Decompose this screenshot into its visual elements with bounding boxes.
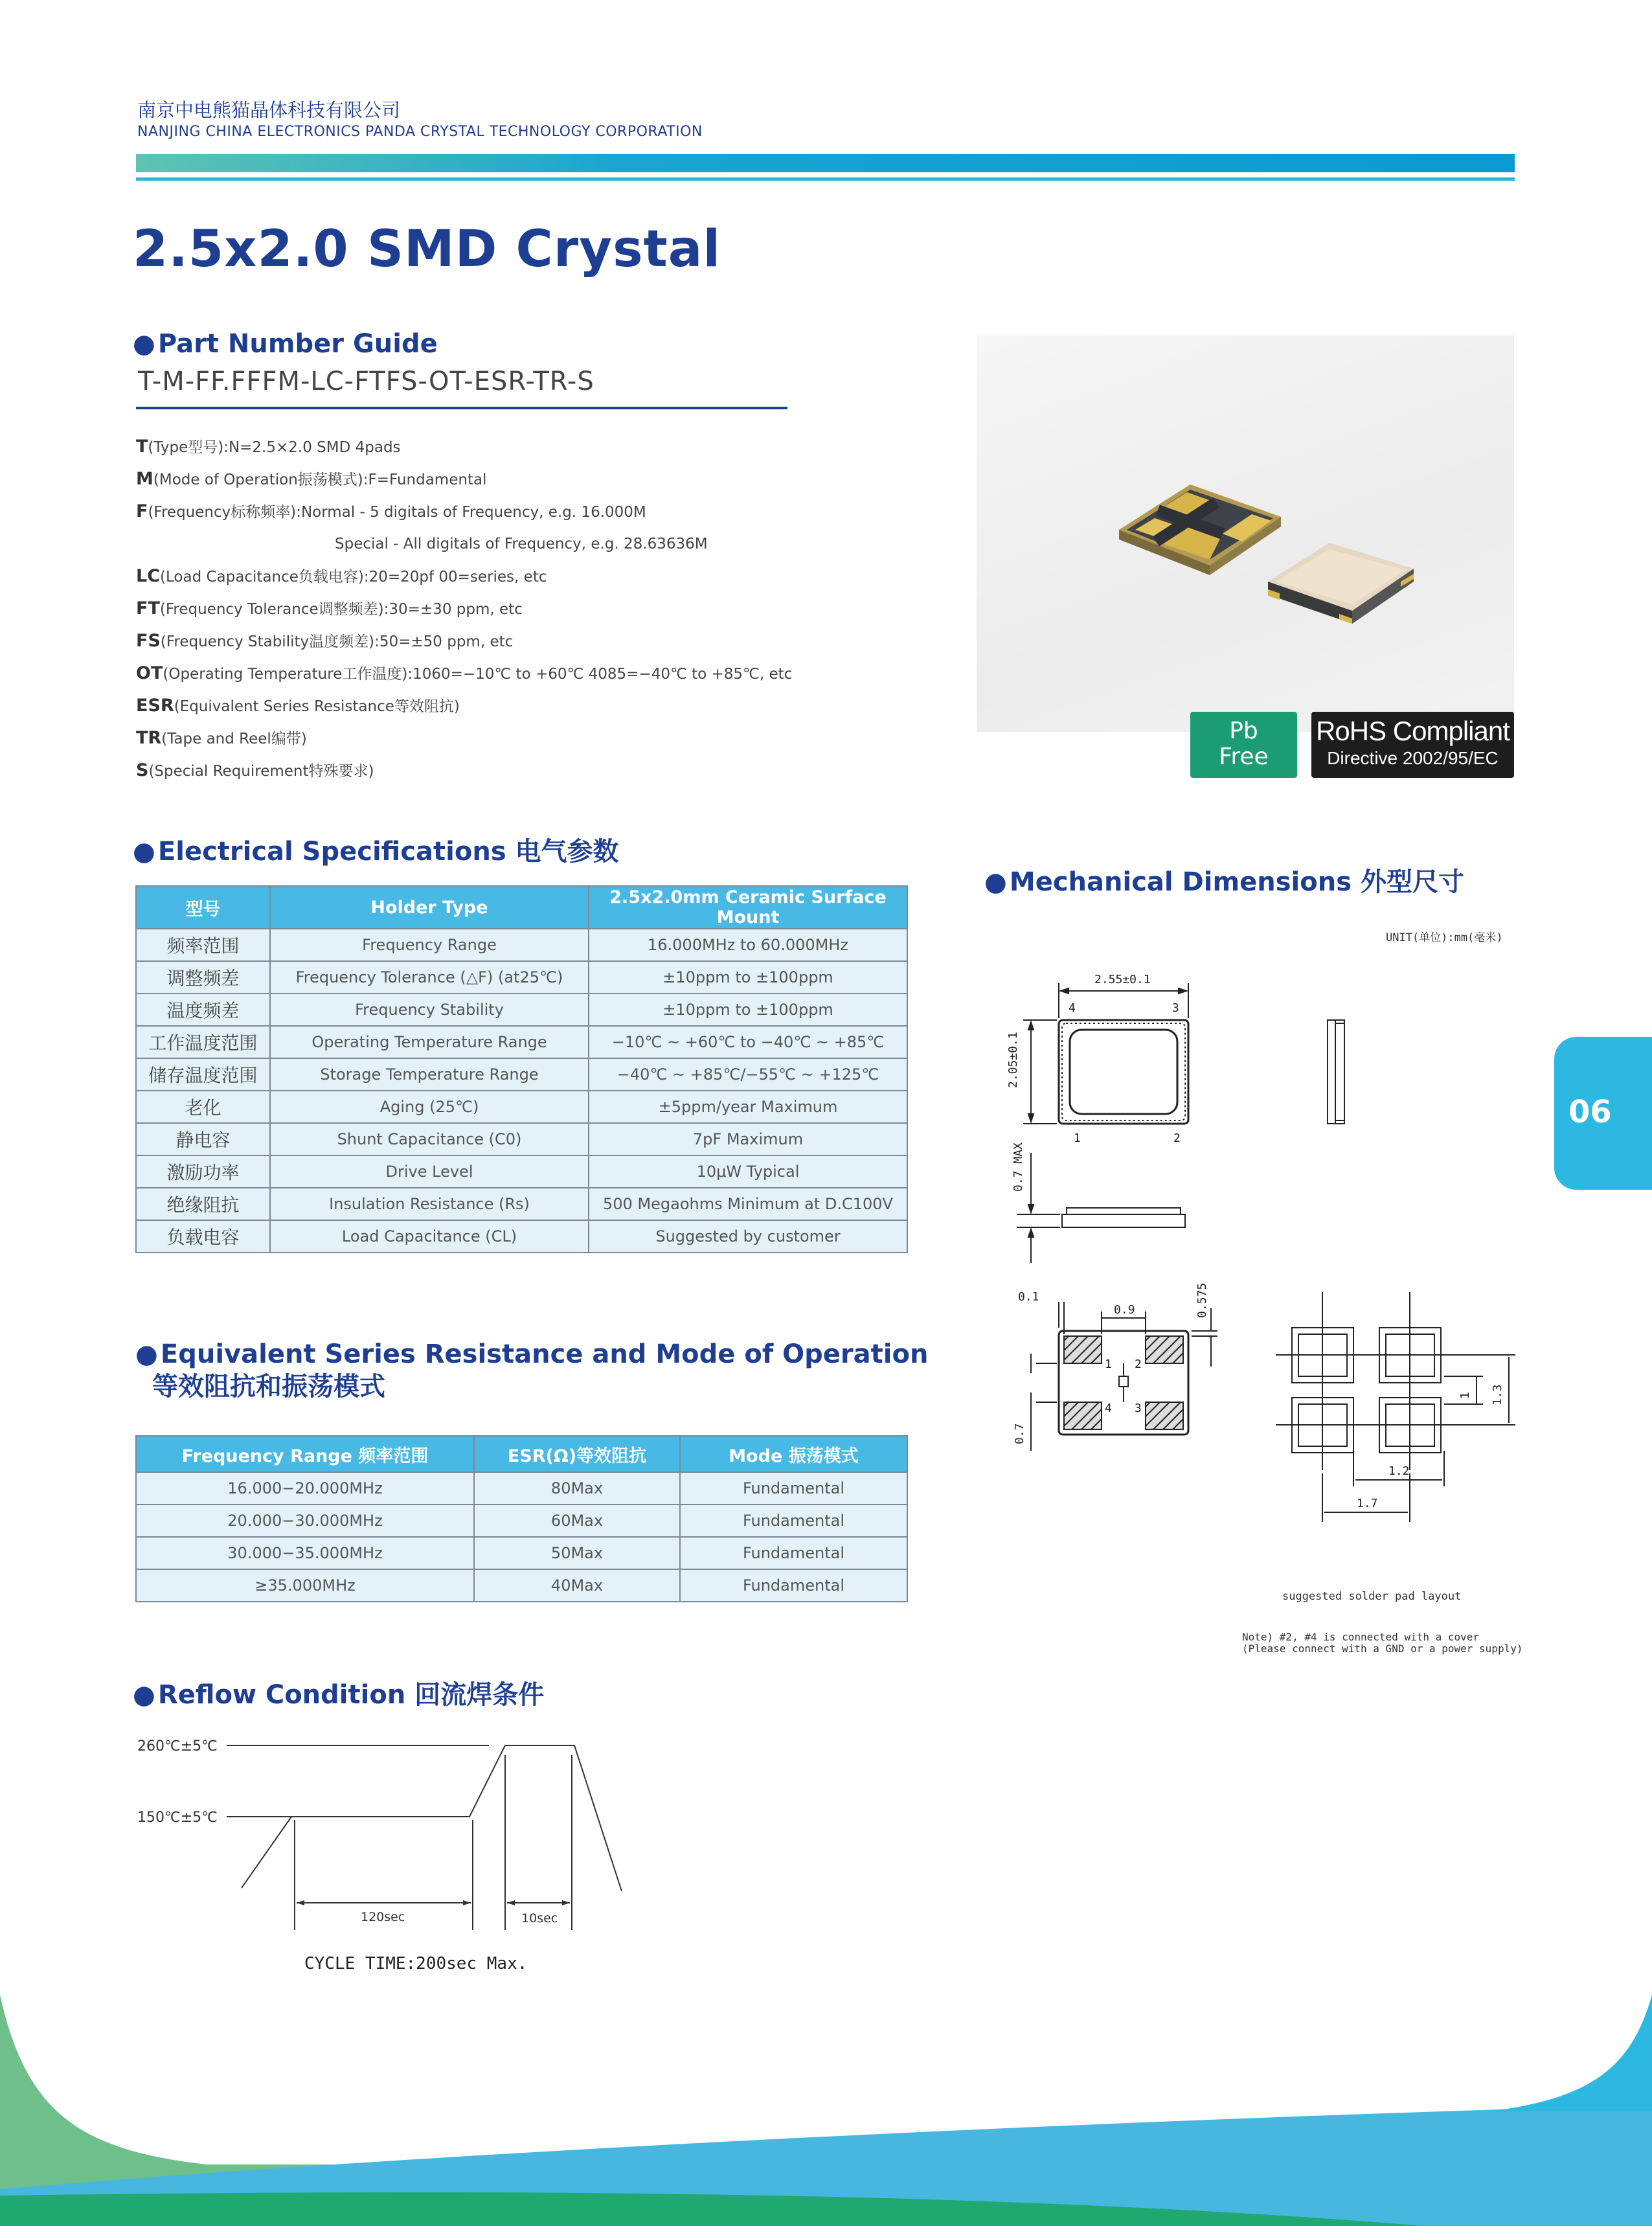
column-header: ESR(Ω)等效阻抗 <box>474 1436 680 1472</box>
table-row: 30.000−35.000MHz 50Max Fundamental <box>136 1537 907 1569</box>
page-number-tab: 06 <box>1554 1037 1652 1190</box>
layout-13-label: 1.3 <box>1491 1384 1504 1405</box>
crystal-image <box>977 335 1514 732</box>
soak-temp-label: 150℃±5℃ <box>137 1810 218 1826</box>
product-photo <box>977 335 1514 732</box>
electrical-spec-table <box>135 885 908 1253</box>
unit-label: UNIT(单位):mm(毫米) <box>1386 931 1503 944</box>
table-row: 工作温度范围 Operating Temperature Range −10℃ ~ +60℃ to −40℃ ~ +85℃ <box>136 1026 907 1058</box>
electrical-heading: ● Electrical Specifications 电气参数 <box>133 837 619 867</box>
table-row: 老化 Aging (25℃) ±5ppm/year Maximum <box>136 1091 907 1123</box>
table-row: 激励功率 Drive Level 10μW Typical <box>136 1155 907 1188</box>
list-item: OT(Operating Temperature工作温度):1060=−10℃ to +60℃ 4085=−40℃ to +85℃, etc <box>136 663 793 683</box>
bullet-icon: ● <box>133 837 155 867</box>
bullet-icon: ● <box>984 867 1007 897</box>
table-row: 频率范围 Frequency Range 16.000MHz to 60.000MHz <box>136 929 907 961</box>
column-header: 2.5x2.0mm Ceramic Surface Mount <box>589 886 907 929</box>
table-row: 绝缘阻抗 Insulation Resistance (Rs) 500 Megaohms Minimum at D.C100V <box>136 1188 907 1220</box>
column-header: Holder Type <box>270 886 589 929</box>
column-header: 型号 <box>136 886 270 929</box>
pad-label-3: 3 <box>1135 1402 1142 1415</box>
footer-wave <box>0 1995 1652 2226</box>
pb-free-badge: Pb Free <box>1190 712 1297 778</box>
bullet-icon: ● <box>135 1339 158 1369</box>
reflow-profile-diagram <box>133 1716 651 1988</box>
esr-table <box>135 1435 908 1602</box>
mechanical-heading: ● Mechanical Dimensions 外型尺寸 <box>984 867 1464 897</box>
table-row: 静电容 Shunt Capacitance (C0) 7pF Maximum <box>136 1123 907 1155</box>
preheat-time-label: 120sec <box>361 1910 405 1924</box>
list-item: T(Type型号):N=2.5×2.0 SMD 4pads <box>136 437 401 457</box>
pad-label-1: 1 <box>1074 1131 1081 1145</box>
list-item: FT(Frequency Tolerance调整频差):30=±30 ppm, etc <box>136 598 523 619</box>
column-header: Mode 振荡模式 <box>680 1436 907 1472</box>
pad-label-2: 2 <box>1135 1357 1142 1371</box>
dim-07-label: 0.7 <box>1013 1423 1026 1444</box>
bullet-icon: ● <box>133 1680 155 1710</box>
list-item: S(Special Requirement特殊要求) <box>136 760 374 780</box>
table-row: 调整频差 Frequency Tolerance (△F) (at25℃) ±10ppm to ±100ppm <box>136 961 907 994</box>
list-item: TR(Tape and Reel编带) <box>136 728 307 748</box>
esr-heading: ● Equivalent Series Resistance and Mode of Operation 等效阻抗和振荡模式 <box>135 1339 929 1402</box>
reflow-heading: ● Reflow Condition 回流焊条件 <box>133 1680 545 1710</box>
list-item: M(Mode of Operation振荡模式):F=Fundamental <box>136 469 487 489</box>
column-header: Frequency Range 频率范围 <box>136 1436 474 1472</box>
thickness-dim-label: 0.7 MAX <box>1012 1142 1025 1192</box>
layout-12-label: 1.2 <box>1388 1464 1410 1478</box>
pad-label-4: 4 <box>1069 1001 1076 1015</box>
pad-label-3: 3 <box>1172 1001 1179 1015</box>
page-title: 2.5x2.0 SMD Crystal <box>133 220 721 278</box>
height-dim-label: 2.05±0.1 <box>1006 1032 1020 1088</box>
table-row: 16.000−20.000MHz 80Max Fundamental <box>136 1472 907 1505</box>
table-row: 20.000−30.000MHz 60Max Fundamental <box>136 1505 907 1537</box>
pad-label-4: 4 <box>1105 1402 1112 1415</box>
peak-temp-label: 260℃±5℃ <box>137 1738 218 1755</box>
layout-1-label: 1 <box>1458 1392 1472 1399</box>
table-header-row <box>136 886 907 929</box>
note-line-2: (Please connect with a GND or a power supply) <box>1242 1642 1523 1655</box>
part-number-heading: ● Part Number Guide <box>133 329 438 359</box>
table-row: 温度频差 Frequency Stability ±10ppm to ±100ppm <box>136 994 907 1026</box>
table-row: ≥35.000MHz 40Max Fundamental <box>136 1569 907 1602</box>
dim-09-label: 0.9 <box>1114 1303 1135 1317</box>
width-dim-label: 2.55±0.1 <box>1094 973 1151 986</box>
table-row: 负载电容 Load Capacitance (CL) Suggested by customer <box>136 1220 907 1253</box>
list-item: Special - All digitals of Frequency, e.g. 28.63636M <box>335 536 708 552</box>
part-number-list <box>136 431 978 787</box>
cycle-time-label: CYCLE TIME:200sec Max. <box>304 1954 528 1973</box>
rohs-badge: RoHS Compliant Directive 2002/95/EC <box>1311 712 1514 778</box>
layout-17-label: 1.7 <box>1357 1497 1378 1510</box>
header-rule <box>136 177 1515 181</box>
bullet-icon: ● <box>133 329 155 359</box>
mechanical-drawing <box>997 959 1535 1619</box>
note-line-1: Note) #2, #4 is connected with a cover <box>1242 1631 1480 1643</box>
part-number-rule <box>136 407 787 409</box>
table-header-row <box>136 1436 907 1472</box>
pad-label-2: 2 <box>1173 1131 1181 1145</box>
dim-0575-label: 0.575 <box>1195 1282 1209 1318</box>
peak-time-label: 10sec <box>521 1911 558 1925</box>
part-number-code: T-M-FF.FFFM-LC-FTFS-OT-ESR-TR-S <box>138 367 594 396</box>
company-name-en: NANJING CHINA ELECTRONICS PANDA CRYSTAL TECHNOLOGY CORPORATION <box>137 124 703 140</box>
pad-label-1: 1 <box>1105 1357 1112 1371</box>
dim-01-label: 0.1 <box>1018 1290 1039 1304</box>
list-item: F(Frequency标称频率):Normal - 5 digitals of Frequency, e.g. 16.000M <box>136 501 646 521</box>
solder-layout-label: suggested solder pad layout <box>1282 1590 1462 1603</box>
list-item: FS(Frequency Stability温度频差):50=±50 ppm, etc <box>136 631 514 651</box>
table-row: 储存温度范围 Storage Temperature Range −40℃ ~ +85℃/−55℃ ~ +125℃ <box>136 1058 907 1091</box>
list-item: ESR(Equivalent Series Resistance等效阻抗) <box>136 696 460 716</box>
header-bar <box>136 154 1515 172</box>
company-name-cn: 南京中电熊猫晶体科技有限公司 <box>137 99 401 121</box>
list-item: LC(Load Capacitance负载电容):20=20pf 00=series, etc <box>136 566 547 586</box>
